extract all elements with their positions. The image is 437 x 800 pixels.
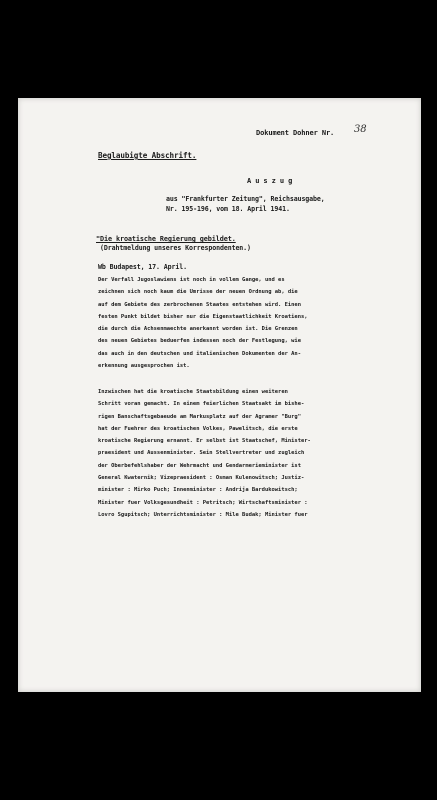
paragraph-line: Schritt voran gemacht. In einem feierlichen Staatsakt im bishe- [98, 401, 305, 408]
document-page [18, 98, 421, 692]
source-line-2: Nr. 195-196, vom 18. April 1941. [166, 205, 290, 213]
paragraph-line: festen Punkt bildet bisher nur die Eigenstaatlichkeit Kroatiens, [98, 313, 308, 320]
paragraph-line: General Kwaternik; Vizepraesident : Osman Kulenowitsch; Justiz- [98, 475, 305, 482]
paragraph-line: Inzwischen hat die kroatische Staatsbildung einen weiteren [98, 389, 288, 395]
auszug-title: Auszug [247, 177, 297, 185]
paragraph-line: die durch die Achsenmaechte anerkannt worden ist. Die Grenzen [98, 326, 298, 333]
paragraph-line: der Oberbefehlshaber der Wehrmacht und Gendarmerieminister ist [98, 462, 301, 469]
paragraph-line: praesident und Aussenminister. Sein Stellvertreter und zugleich [98, 450, 305, 457]
paragraph-line: des neuen Gebietes beduerfen indessen noch der Festlegung, wie [98, 338, 301, 345]
paragraph-line: minister : Mirko Puch; Innenminister : Andrija Bardukowitsch; [98, 487, 298, 494]
dateline: Wb Budapest, 17. April. [98, 263, 188, 271]
article-subtitle: (Drahtmeldung unseres Korrespondenten.) [100, 244, 251, 252]
source-citation [166, 194, 325, 214]
paragraph-line: kroatische Regierung ernannt. Er selbst ist Staatschef, Minister- [98, 438, 311, 445]
paragraph-line: erkennung ausgesprochen ist. [98, 363, 190, 370]
source-line-1: aus "Frankfurter Zeitung", Reichsausgabe, [166, 195, 325, 203]
paragraph-2 [98, 386, 388, 521]
paragraph-line: zeichnen sich noch kaum die Umrisse der neuen Ordnung ab, die [98, 289, 298, 296]
paragraph-line: Minister fuer Volksgesundheit : Petritsch; Wirtschaftsminister : [98, 499, 308, 506]
paragraph-line: auf dem Gebiete des zerbrochenen Staates entstehen wird. Einen [98, 301, 301, 308]
paragraph-line: rigen Banschaftsgebaeude am Markusplatz auf der Agramer "Burg" [98, 413, 301, 420]
article-title: "Die kroatische Regierung gebildet. [96, 235, 236, 243]
document-number-label: Dokument Dohner Nr. [256, 129, 335, 137]
paragraph-1 [98, 274, 388, 372]
handwritten-number: 38 [354, 124, 367, 135]
paragraph-line: Der Verfall Jugoslawiens ist noch in vollem Gange, und es [98, 277, 285, 283]
paragraph-line: das auch in den deutschen und italienischen Dokumenten der An- [98, 350, 301, 357]
document-heading: Beglaubigte Abschrift. [98, 151, 197, 160]
paragraph-line: hat der Fuehrer des kroatischen Volkes, Pawelitsch, die erste [98, 425, 298, 432]
paragraph-line: Lovro Sgupitsch; Unterrichtsminister : Mile Budak; Minister fuer [98, 511, 308, 518]
